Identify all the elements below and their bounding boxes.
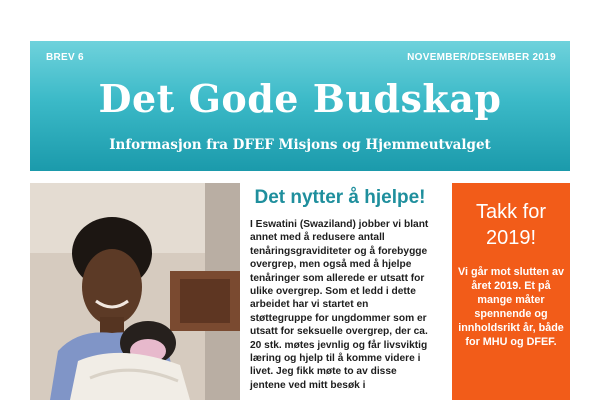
article-heading: Det nytter å hjelpe! [254,187,426,208]
article-photo [30,183,240,400]
newsletter-subtitle: Informasjon fra DFEF Misjons og Hjemmeutvalget [109,137,491,153]
article-body: I Eswatini (Swaziland) jobber vi blant annet med å redusere antall tenåringsgraviditeter og å forebygge overgrep, men også med å hjelpe tenåringer som allerede er utsatt for ulike overgrep. Som et ledd i dette arbeidet har vi startet en støttegruppe for ungdommer som er utsatt for seksuelle overgrep, der ca. 20 stk. møtes jevnlig og får livsviktig læring og hjelp til å komme videre i livet. Jeg fikk møte to av disse jentene ved mitt besøk i [250,219,429,391]
masthead-banner [30,41,570,171]
sidebox-heading: Takk for 2019! [475,201,547,249]
thanks-sidebox [452,183,570,400]
newsletter-title: Det Gode Budskap [98,76,502,121]
woman-with-baby-image [30,183,240,400]
sidebox-body: Vi går mot slutten av året 2019. Et på mange måter spennende og innholdsrikt år, både for MHU og DFEF. [458,266,564,348]
main-article [250,186,430,392]
issue-date: NOVEMBER/DESEMBER 2019 [407,52,556,63]
issue-number: BREV 6 [46,52,84,63]
